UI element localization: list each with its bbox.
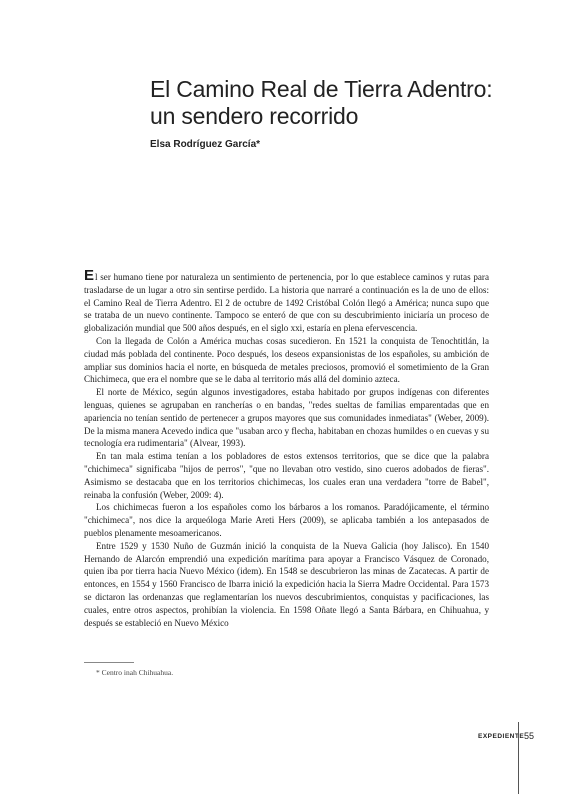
page-number: 55: [524, 731, 535, 741]
paragraph-3: El norte de México, según algunos investigadores, estaba habitado por grupos indígenas con diferentes lenguas, quienes se agrupaban en rancherías o en bandas, "redes sueltas de familias emparentadas que en apariencia no tenían sentido de pertenecer a grupos mayores que sus comunidades inmediatas" (Weber, 2009). De la misma manera Acevedo indica que "usaban arco y flecha, habitaban en chozas humildes o en cuevas y su tecnología era rudimentaria" (Alvear, 1993).: [84, 387, 489, 449]
article-body: [84, 267, 489, 629]
paragraph-6: Entre 1529 y 1530 Nuño de Guzmán inició la conquista de la Nueva Galicia (hoy Jalisco). En 1540 Hernando de Alarcón emprendió una expedición marítima para apoyar a Francisco Vásquez de Coronado, quien iba por tierra hacia Nuevo México (idem). En 1548 se descubrieron las minas de Zacatecas. A partir de entonces, en 1554 y 1560 Francisco de Ibarra inició la expedición hacia la Sierra Madre Occidental. Para 1573 se dictaron las ordenanzas que reglamentarían los nuevos descubrimientos, conquistas y pacificaciones, las cuales, entre otros aspectos, prohibían la violencia. En 1598 Oñate llegó a Santa Bárbara, en Chihuahua, y después se estableció en Nuevo México: [84, 540, 489, 628]
title-line-2: un sendero recorrido: [150, 103, 359, 129]
paragraph-1: [84, 267, 489, 335]
paragraph-5: Los chichimecas fueron a los españoles como los bárbaros a los romanos. Paradójicamente, el término "chichimeca", nos dice la arqueóloga Marie Areti Hers (2009), se aplicaba también a los antepasados de pueblos plenamente mesoamericanos.: [84, 502, 489, 538]
footnote-divider: [84, 662, 134, 663]
article-title: [150, 76, 530, 130]
paragraph-4: En tan mala estima tenían a los pobladores de estos extensos territorios, que se dice que la palabra "chichimeca" significaba "hijos de perros", "que no llevaban otro vestido, sino cueros adobados de fieras". Asimismo se destacaba que en los territorios chichimecas, los cuales eran una verdadera "torre de Babel", reinaba la confusión (Weber, 2009: 4).: [84, 451, 489, 500]
title-line-1: El Camino Real de Tierra Adentro:: [150, 76, 493, 102]
paragraph-1-text: l ser humano tiene por naturaleza un sentimiento de pertenencia, por lo que establece caminos y rutas para trasladarse de un lugar a otro sin sentirse perdido. La historia que narraré a continuación es la de uno de ellos: el Camino Real de Tierra Adentro. El 2 de octubre de 1492 Cristóbal Colón llegó a América; nunca supo que se trataba de un nuevo continente. Tampoco se enteró de que con su descubrimiento iniciaría un proceso de globalización mundial que 500 años después, en el siglo xxi, estaría en plena efervescencia.: [84, 272, 489, 334]
footer-divider: [518, 722, 519, 794]
author-name: Elsa Rodríguez García*: [150, 139, 261, 150]
drop-cap: E: [84, 267, 95, 284]
paragraph-2: Con la llegada de Colón a América muchas cosas sucedieron. En 1521 la conquista de Tenochtitlán, la ciudad más poblada del continente. Poco después, los deseos expansionistas de los españoles, su ambición de ampliar sus dominios hacia el norte, en búsqueda de metales preciosos, promovió el sometimiento de la Gran Chichimeca, que era el nombre que se le daba al territorio más allá del dominio azteca.: [84, 335, 489, 385]
section-label: EXPEDIENTE: [478, 733, 525, 740]
footnote: * Centro inah Chihuahua.: [96, 668, 174, 677]
